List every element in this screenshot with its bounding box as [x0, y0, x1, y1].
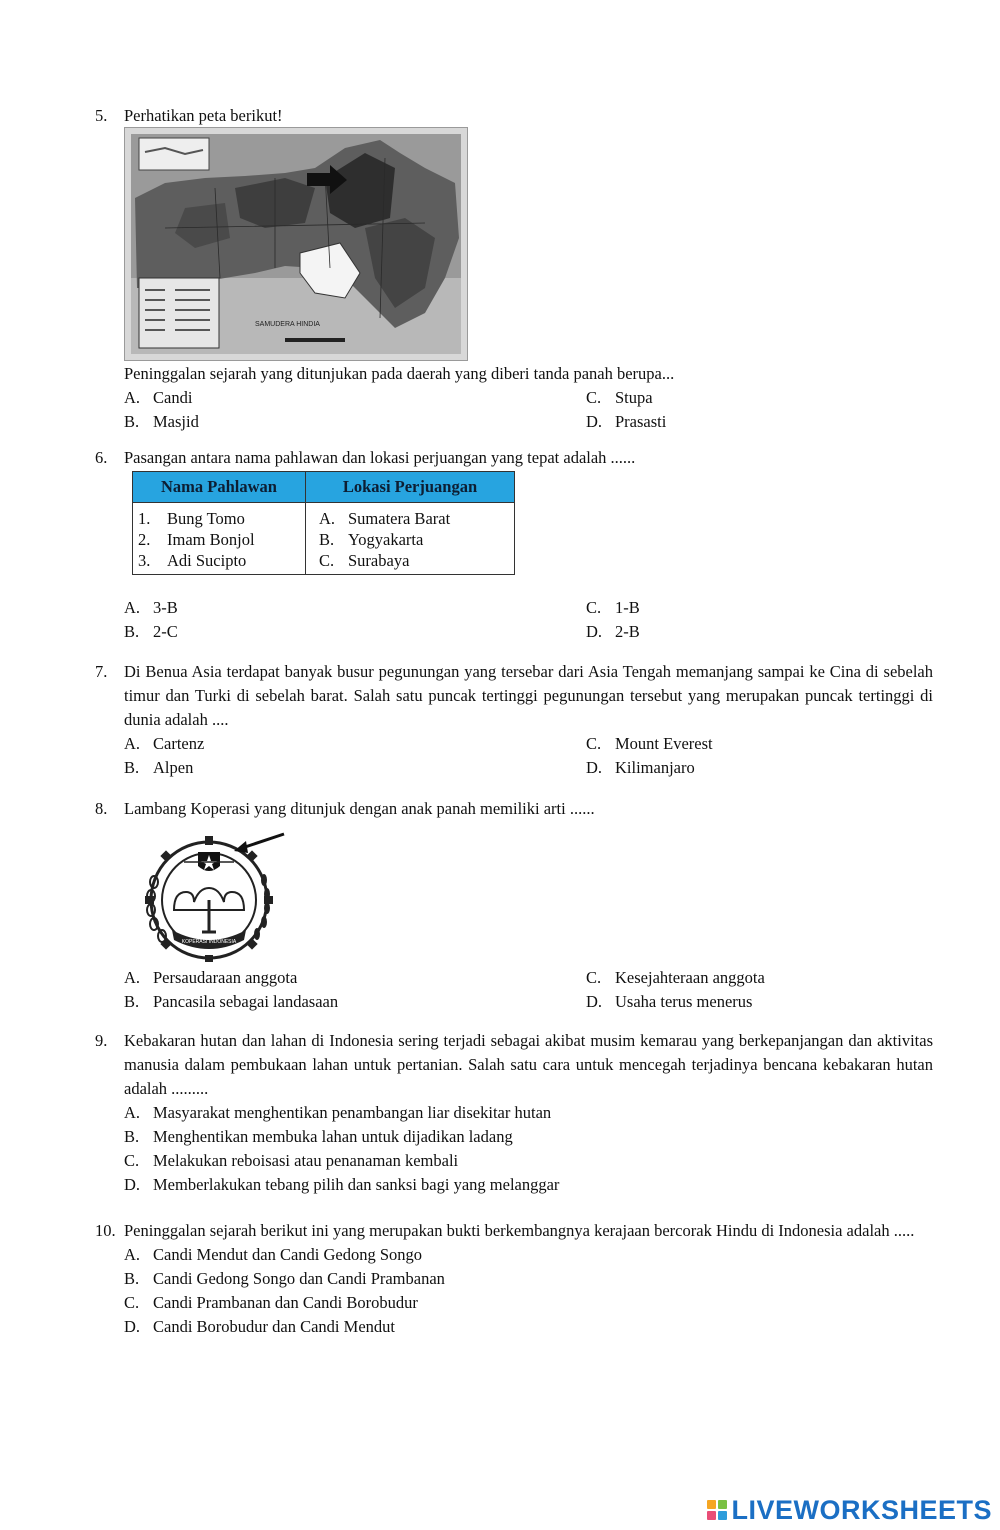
- option-c[interactable]: C. 1-B: [586, 598, 640, 617]
- map-sea-label: SAMUDERA HINDIA: [255, 321, 320, 328]
- option-c[interactable]: C. Candi Prambanan dan Candi Borobudur: [124, 1293, 418, 1312]
- question-number: 6.: [95, 448, 108, 467]
- option-b[interactable]: [124, 410, 199, 434]
- option-b[interactable]: B. Menghentikan membuka lahan untuk dijadikan ladang: [124, 1127, 513, 1146]
- option-a[interactable]: A. 3-B: [124, 598, 178, 617]
- question-9: [95, 1029, 933, 1197]
- table-header: Nama Pahlawan: [133, 472, 306, 503]
- option-text: Masjid: [153, 412, 199, 431]
- question-number: 10.: [95, 1221, 116, 1240]
- option-d[interactable]: D. Kilimanjaro: [586, 758, 695, 777]
- option-c[interactable]: [586, 386, 653, 410]
- option-b[interactable]: B. Pancasila sebagai landasaan: [124, 992, 339, 1011]
- option-b[interactable]: B. Candi Gedong Songo dan Candi Prambanan: [124, 1269, 445, 1288]
- koperasi-emblem-image: [124, 822, 294, 962]
- question-prompt: Lambang Koperasi yang ditunjuk dengan anak panah memiliki arti ......: [124, 799, 595, 818]
- option-b[interactable]: B. Alpen: [124, 758, 194, 777]
- option-d[interactable]: D. 2-B: [586, 622, 640, 641]
- option-d[interactable]: D. Candi Borobudur dan Candi Mendut: [124, 1317, 395, 1336]
- options: [124, 1243, 933, 1339]
- option-a[interactable]: [124, 386, 192, 410]
- option-b[interactable]: B. 2-C: [124, 622, 178, 641]
- question-number: 8.: [95, 799, 108, 818]
- table-item: C. Surabaya: [319, 551, 410, 570]
- option-d[interactable]: D. Memberlakukan tebang pilih dan sanksi bagi yang melanggar: [124, 1175, 560, 1194]
- option-d[interactable]: D. Usaha terus menerus: [586, 992, 753, 1011]
- logo-text: LIVEWORKSHEETS: [731, 1495, 992, 1525]
- option-a[interactable]: A. Candi Mendut dan Candi Gedong Songo: [124, 1245, 423, 1264]
- options: [124, 386, 933, 434]
- table-cell-heroes: [133, 503, 306, 575]
- table-item: A. Sumatera Barat: [319, 509, 451, 528]
- question-number: 9.: [95, 1031, 108, 1050]
- question-prompt: Peninggalan sejarah berikut ini yang merupakan bukti berkembangnya kerajaan bercorak Hindu di Indonesia adalah .....: [124, 1221, 915, 1240]
- question-number: 7.: [95, 662, 108, 681]
- question-8-options: [95, 966, 933, 1014]
- table-item: 2. Imam Bonjol: [138, 530, 255, 549]
- option-text: Candi: [153, 388, 193, 407]
- option-d[interactable]: [586, 410, 666, 434]
- question-7: [95, 660, 933, 780]
- question-number: 5.: [95, 106, 108, 125]
- question-5-body: [95, 362, 933, 434]
- question-prompt: Di Benua Asia terdapat banyak busur pegunungan yang tersebar dari Asia Tengah memanjang sampai ke Cina di sebelah timur dan Turki di sebelah barat. Salah satu puncak tertinggi pegunungan tersebut yang merupakan puncak tertinggi di dunia adalah ....: [124, 662, 933, 729]
- koperasi-emblem-svg: [124, 822, 294, 962]
- options: [124, 966, 933, 1014]
- question-prompt: Perhatikan peta berikut!: [124, 106, 283, 125]
- options: [124, 596, 933, 644]
- question-text: Peninggalan sejarah yang ditunjukan pada daerah yang diberi tanda panah berupa...: [124, 364, 675, 383]
- hero-location-table: [132, 471, 515, 575]
- table-item: B. Yogyakarta: [319, 530, 424, 549]
- question-6-options: [95, 596, 933, 644]
- question-prompt: Kebakaran hutan dan lahan di Indonesia sering terjadi sebagai akibat musim kemarau yang berkepanjangan dan aktivitas manusia dalam pembukaan lahan untuk pertanian. Salah satu cara untuk mencegah terjadinya bencana kebakaran hutan adalah .........: [124, 1031, 933, 1098]
- question-5: [95, 104, 933, 128]
- question-prompt: Pasangan antara nama pahlawan dan lokasi perjuangan yang tepat adalah ......: [124, 448, 636, 467]
- table-item: 3. Adi Sucipto: [138, 551, 247, 570]
- option-letter: B.: [124, 412, 140, 431]
- option-letter: D.: [586, 412, 603, 431]
- table-cell-locations: [306, 503, 515, 575]
- option-a[interactable]: A. Persaudaraan anggota: [124, 968, 298, 987]
- java-map-image: [124, 127, 468, 361]
- emblem-arrow-icon: [234, 841, 248, 853]
- logo-blocks-icon: [707, 1500, 727, 1520]
- java-map-svg: [125, 128, 467, 360]
- option-a[interactable]: A. Masyarakat menghentikan penambangan liar disekitar hutan: [124, 1103, 552, 1122]
- question-8: [95, 797, 933, 821]
- option-c[interactable]: C. Melakukan reboisasi atau penanaman kembali: [124, 1151, 459, 1170]
- options: [124, 732, 933, 780]
- option-a[interactable]: A. Cartenz: [124, 734, 205, 753]
- question-6: [95, 446, 933, 470]
- options: [124, 1101, 933, 1197]
- option-letter: A.: [124, 388, 141, 407]
- option-letter: C.: [586, 388, 602, 407]
- emblem-text: KOPERASI INDONESIA: [181, 939, 237, 945]
- option-text: Prasasti: [615, 412, 667, 431]
- liveworksheets-logo[interactable]: [707, 1493, 992, 1527]
- question-10: [95, 1219, 933, 1339]
- table-header: Lokasi Perjuangan: [306, 472, 515, 503]
- option-c[interactable]: C. Kesejahteraan anggota: [586, 968, 765, 987]
- option-text: Stupa: [615, 388, 653, 407]
- option-c[interactable]: C. Mount Everest: [586, 734, 713, 753]
- table-item: 1. Bung Tomo: [138, 509, 245, 528]
